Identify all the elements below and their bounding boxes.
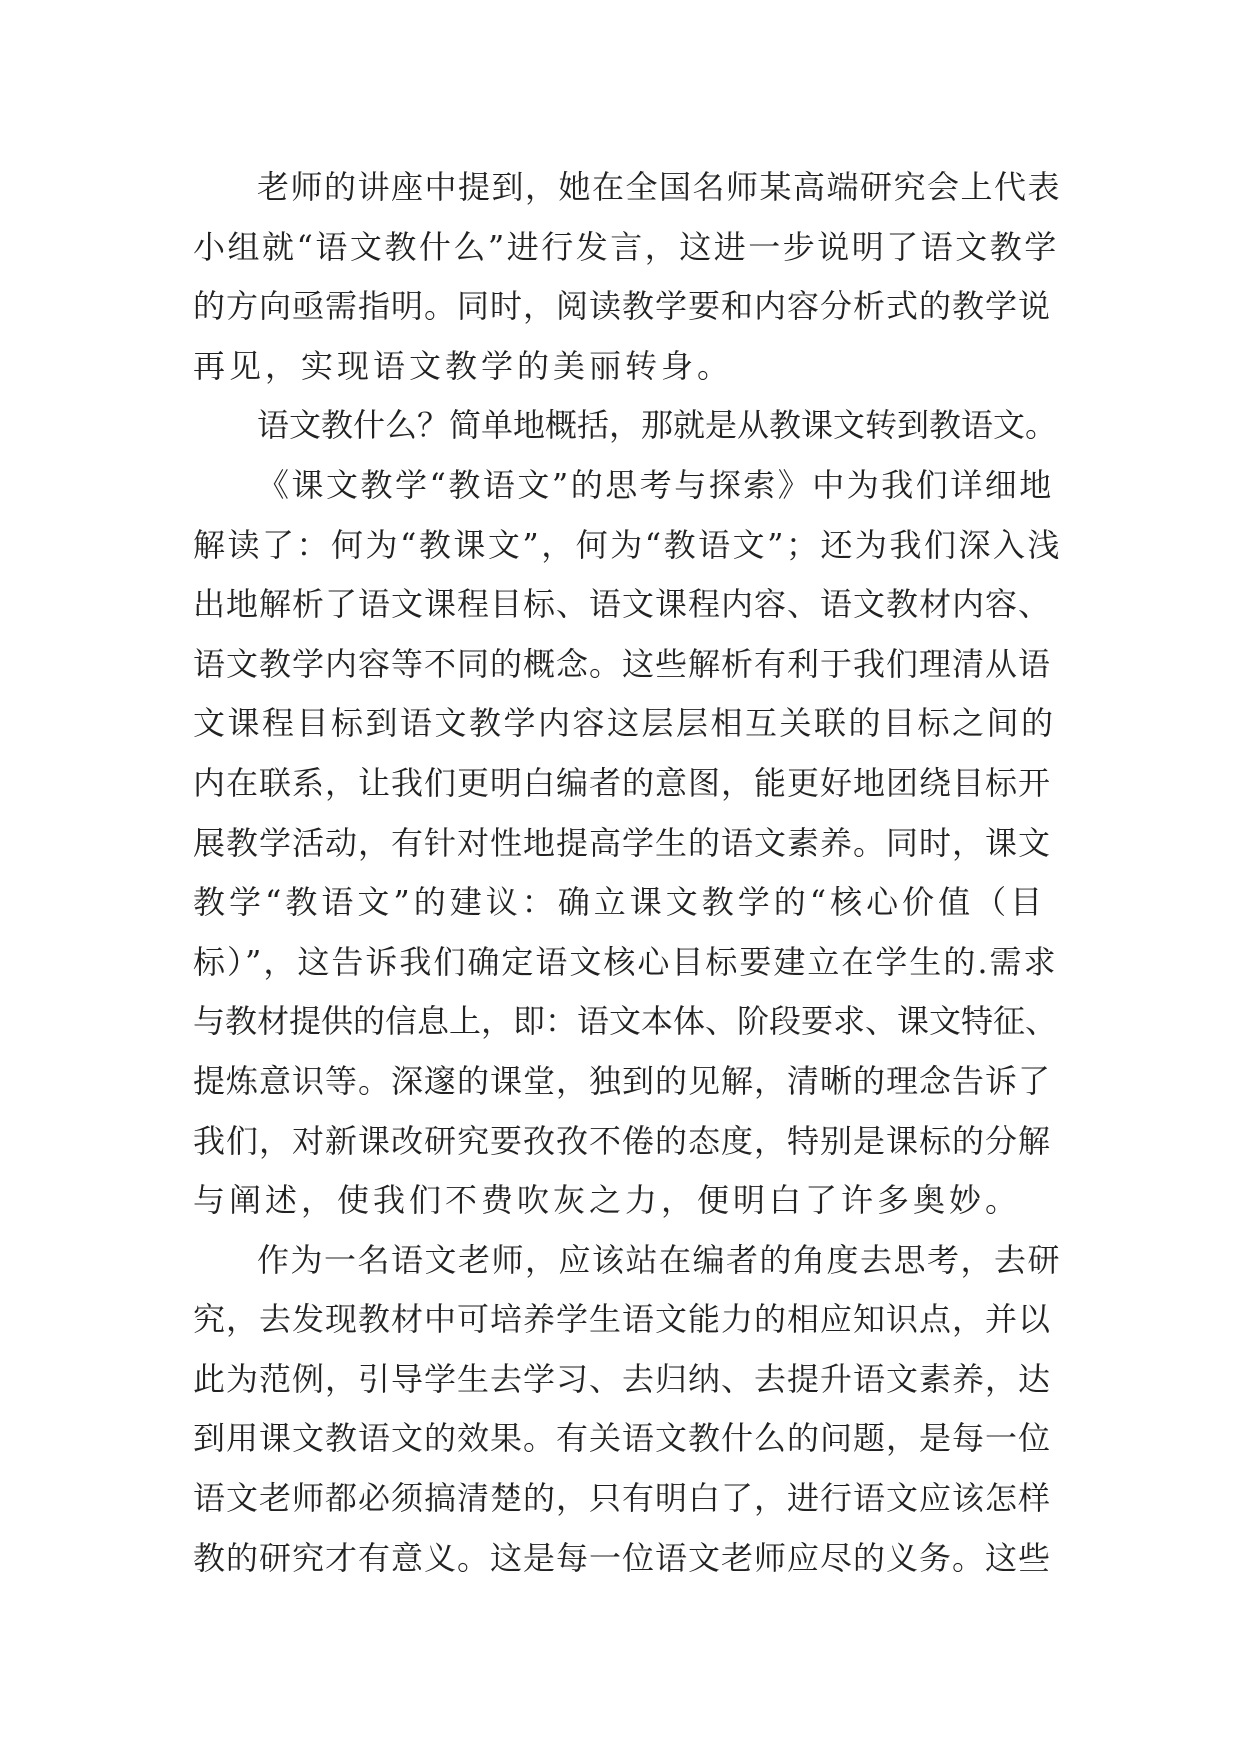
text-line: 我们，对新课改研究要孜孜不倦的态度，特别是课标的分解 <box>193 1121 1052 1160</box>
text-line: 小组就“语文教什么”进行发言，这进一步说明了语文教学 <box>193 227 1059 266</box>
text-line: 的方向亟需指明。同时，阅读教学要和内容分析式的教学说 <box>193 287 1052 326</box>
text-line: 文课程目标到语文教学内容这层层相互关联的目标之间的 <box>193 704 1056 743</box>
text-line: 语文教学内容等不同的概念。这些解析有利于我们理清从语 <box>193 644 1052 683</box>
body-text <box>193 158 1063 1588</box>
text-line: 语文老师都必须搞清楚的，只有明白了，进行语文应该怎样 <box>193 1479 1052 1518</box>
text-line: 提炼意识等。深邃的课堂，独到的见解，清晰的理念告诉了 <box>193 1061 1052 1100</box>
text-line: 作为一名语文老师，应该站在编者的角度去思考，去研 <box>257 1240 1062 1279</box>
text-line: 老师的讲座中提到，她在全国名师某高端研究会上代表 <box>257 168 1062 206</box>
text-line: 标）”，这告诉我们确定语文核心目标要建立在学生的.需求 <box>193 942 1058 981</box>
text-line: 解读了：何为“教课文”，何为“教语文”；还为我们深入浅 <box>193 525 1062 564</box>
text-line: 教学“教语文”的建议：确立课文教学的“核心价值（目 <box>193 883 1047 922</box>
text-line: 语文教什么？简单地概括，那就是从教课文转到教语文。 <box>257 406 1058 445</box>
text-line: 再见，实现语文教学的美丽转身。 <box>193 346 734 385</box>
text-line: 内在联系，让我们更明白编者的意图，能更好地团绕目标开 <box>193 763 1052 802</box>
text-line: 此为范例，引导学生去学习、去归纳、去提升语文素养，达 <box>193 1359 1052 1398</box>
text-line: 教的研究才有意义。这是每一位语文老师应尽的义务。这些 <box>193 1538 1052 1577</box>
text-line: 究，去发现教材中可培养学生语文能力的相应知识点，并以 <box>193 1300 1052 1339</box>
text-line: 出地解析了语文课程目标、语文课程内容、语文教材内容、 <box>193 585 1052 624</box>
text-line: 到用课文教语文的效果。有关语文教什么的问题，是每一位 <box>193 1419 1052 1458</box>
text-line: 《课文教学“教语文”的思考与探索》中为我们详细地 <box>257 465 1054 504</box>
text-line: 与阐述，使我们不费吹灰之力，便明白了许多奥妙。 <box>193 1181 1022 1220</box>
text-line: 与教材提供的信息上，即：语文本体、阶段要求、课文特征、 <box>193 1002 1058 1041</box>
text-line: 展教学活动，有针对性地提高学生的语文素养。同时，课文 <box>193 823 1052 862</box>
